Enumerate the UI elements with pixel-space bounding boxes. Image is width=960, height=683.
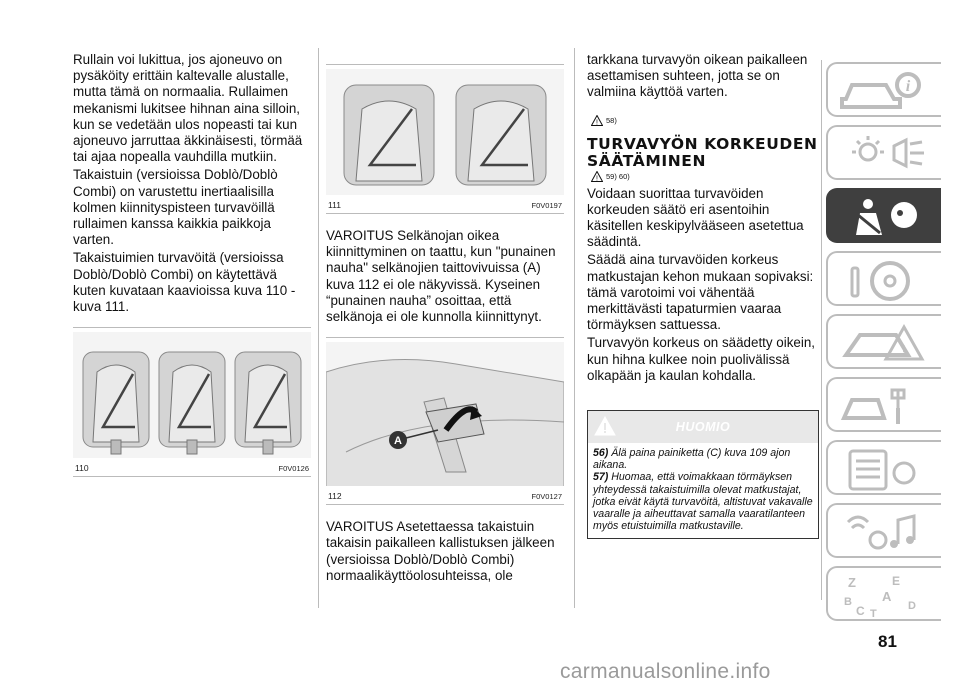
side-tab-multimedia[interactable]: [826, 503, 941, 558]
figure-111: [326, 64, 564, 214]
figure-number: 112: [328, 491, 342, 502]
text-column-3: [587, 52, 825, 539]
figure-number: 110: [75, 463, 89, 474]
breakdown-warning-icon: [838, 321, 933, 366]
index-letter: D: [908, 600, 916, 612]
multimedia-icon: [838, 510, 933, 555]
technical-data-icon: [838, 447, 933, 492]
notice-item-number: 57): [593, 471, 609, 484]
paragraph: Voidaan suorittaa turvavöiden korkeuden säätö eri asentoihin käsitellen keskipylvääseen asetettua säädintä.: [587, 185, 804, 250]
notice-item-number: 56): [593, 447, 609, 460]
notice-item-text: Huomaa, että voimakkaan törmäyksen yhteydessä takaistuimilla olevat matkustajat, jotka eivät käytä turvavöitä, altistuvat vakavalle vaaralle ja aiheuttavat samalla vaaratilanteen myös etuistuimilla matkustaville.: [593, 471, 813, 533]
figure-code: F0V0126: [278, 464, 309, 474]
figure-code: F0V0197: [531, 201, 562, 210]
warning-triangle-icon: [591, 115, 603, 126]
figure-number: 111: [328, 200, 341, 210]
notice-item-text: Älä paina painiketta (C) kuva 109 ajon aikana.: [593, 447, 791, 472]
warning-reference: [591, 171, 825, 182]
side-tab-index[interactable]: [826, 566, 941, 621]
paragraph: VAROITUS Selkänojan oikea kiinnittyminen on taattu, kun "punainen nauha" selkänojien taittovivuissa (A) kuva 112 ei ole näkyvissä. Kyseinen “punainen nauha” osoittaa, että selkänoja ei ole kunnolla kiinnittynyt.: [326, 228, 556, 325]
index-letter: Z: [848, 575, 856, 590]
section-heading: TURVAVYÖN KORKEUDEN SÄÄTÄMINEN: [587, 134, 818, 170]
figure-112: [326, 337, 564, 505]
text-column-2: [326, 64, 564, 584]
column-divider: [574, 48, 575, 608]
index-letter: B: [844, 596, 852, 608]
dashboard-lights-icon: [838, 132, 933, 177]
callout-a-label: A: [394, 435, 402, 448]
notice-item: [593, 471, 813, 532]
side-tab-technical-data[interactable]: [826, 440, 941, 495]
text-column-1: [73, 52, 311, 477]
side-tab-maintenance[interactable]: [826, 377, 941, 432]
figure-code: F0V0127: [531, 492, 562, 502]
seat-folding-lever-illustration: [326, 342, 564, 486]
warning-reference: [591, 115, 825, 126]
side-tab-car-info[interactable]: [826, 62, 941, 117]
index-icon: [838, 573, 933, 618]
notice-box: [587, 410, 819, 539]
side-tab-seatbelt-airbag[interactable]: [826, 188, 941, 243]
car-info-icon: [838, 69, 933, 114]
svg-text:!: !: [596, 119, 598, 126]
paragraph: Rullain voi lukittua, jos ajoneuvo on pysäköity erittäin kaltevalle alustalle, mutta tämä on normaalia. Rullaimen mekanismi lukitsee hihnan aina silloin, kun se vedetään ulos nopeasti tai kun ajoneuvo jarruttaa äkkinäisesti, törmää tai ajaa nopealla vauhdilla mutkiin.: [73, 52, 303, 165]
svg-text:i: i: [905, 78, 911, 95]
warning-ref-label: 59) 60): [606, 171, 630, 181]
page-number: 81: [878, 632, 897, 651]
seatbelt-two-passengers-illustration: [326, 69, 564, 195]
side-tab-breakdown[interactable]: [826, 314, 941, 369]
seatbelt-three-passengers-illustration: [73, 332, 311, 458]
notice-title: HUOMIO: [675, 420, 731, 435]
warning-triangle-icon: [591, 171, 603, 182]
notice-body: [588, 443, 818, 538]
warning-ref-label: 58): [606, 115, 617, 125]
notice-header: [588, 411, 818, 443]
index-letter: C: [856, 604, 865, 618]
paragraph: tarkkana turvavyön oikean paikalleen asettamisen suhteen, jotta se on valmiina käyttöä varten.: [587, 52, 808, 100]
side-tab-dashboard-lights[interactable]: [826, 125, 941, 180]
side-tab-steering[interactable]: [826, 251, 941, 306]
maintenance-icon: [838, 384, 933, 429]
index-letter: A: [882, 589, 892, 604]
column-divider: [318, 48, 319, 608]
seatbelt-airbag-icon: [838, 195, 933, 240]
column-divider: [821, 60, 822, 600]
paragraph: Takaistuimien turvavöitä (versioissa Doblò/Doblò Combi) on käytettävä kuten kuvataan kaavioissa kuva 110 - kuva 111.: [73, 250, 296, 315]
svg-text:!: !: [901, 342, 907, 358]
watermark: carmanualsonline.info: [560, 660, 771, 683]
paragraph: Turvavyön korkeus on säädetty oikein, kun hihna kulkee noin puolivälissä olkapään ja kaulan kohdalla.: [587, 335, 816, 383]
paragraph: Takaistuin (versioissa Doblò/Doblò Combi) on varustettu inertiaalisilla kolmen kiinnityspisteen turvavöillä rullaimen kanssa kaikkia paikkoja varten.: [73, 167, 278, 248]
svg-text:!: !: [596, 175, 598, 182]
paragraph: Säädä aina turvavöiden korkeus matkustajan kehon mukaan sopivaksi: tämä varotoimi voi vähentää merkittävästi tapaturmien vaaraa törmäyksen sattuessa.: [587, 252, 814, 333]
index-letter: T: [870, 608, 877, 618]
paragraph: VAROITUS Asetettaessa takaistuin takaisin paikalleen kallistuksen jälkeen (versioissa Doblò/Doblò Combi) normaalikäyttöolosuhteissa, ole: [326, 519, 555, 583]
steering-wheel-icon: [838, 258, 933, 303]
index-letter: E: [892, 574, 901, 588]
notice-item: [593, 447, 813, 471]
figure-110: [73, 327, 311, 477]
